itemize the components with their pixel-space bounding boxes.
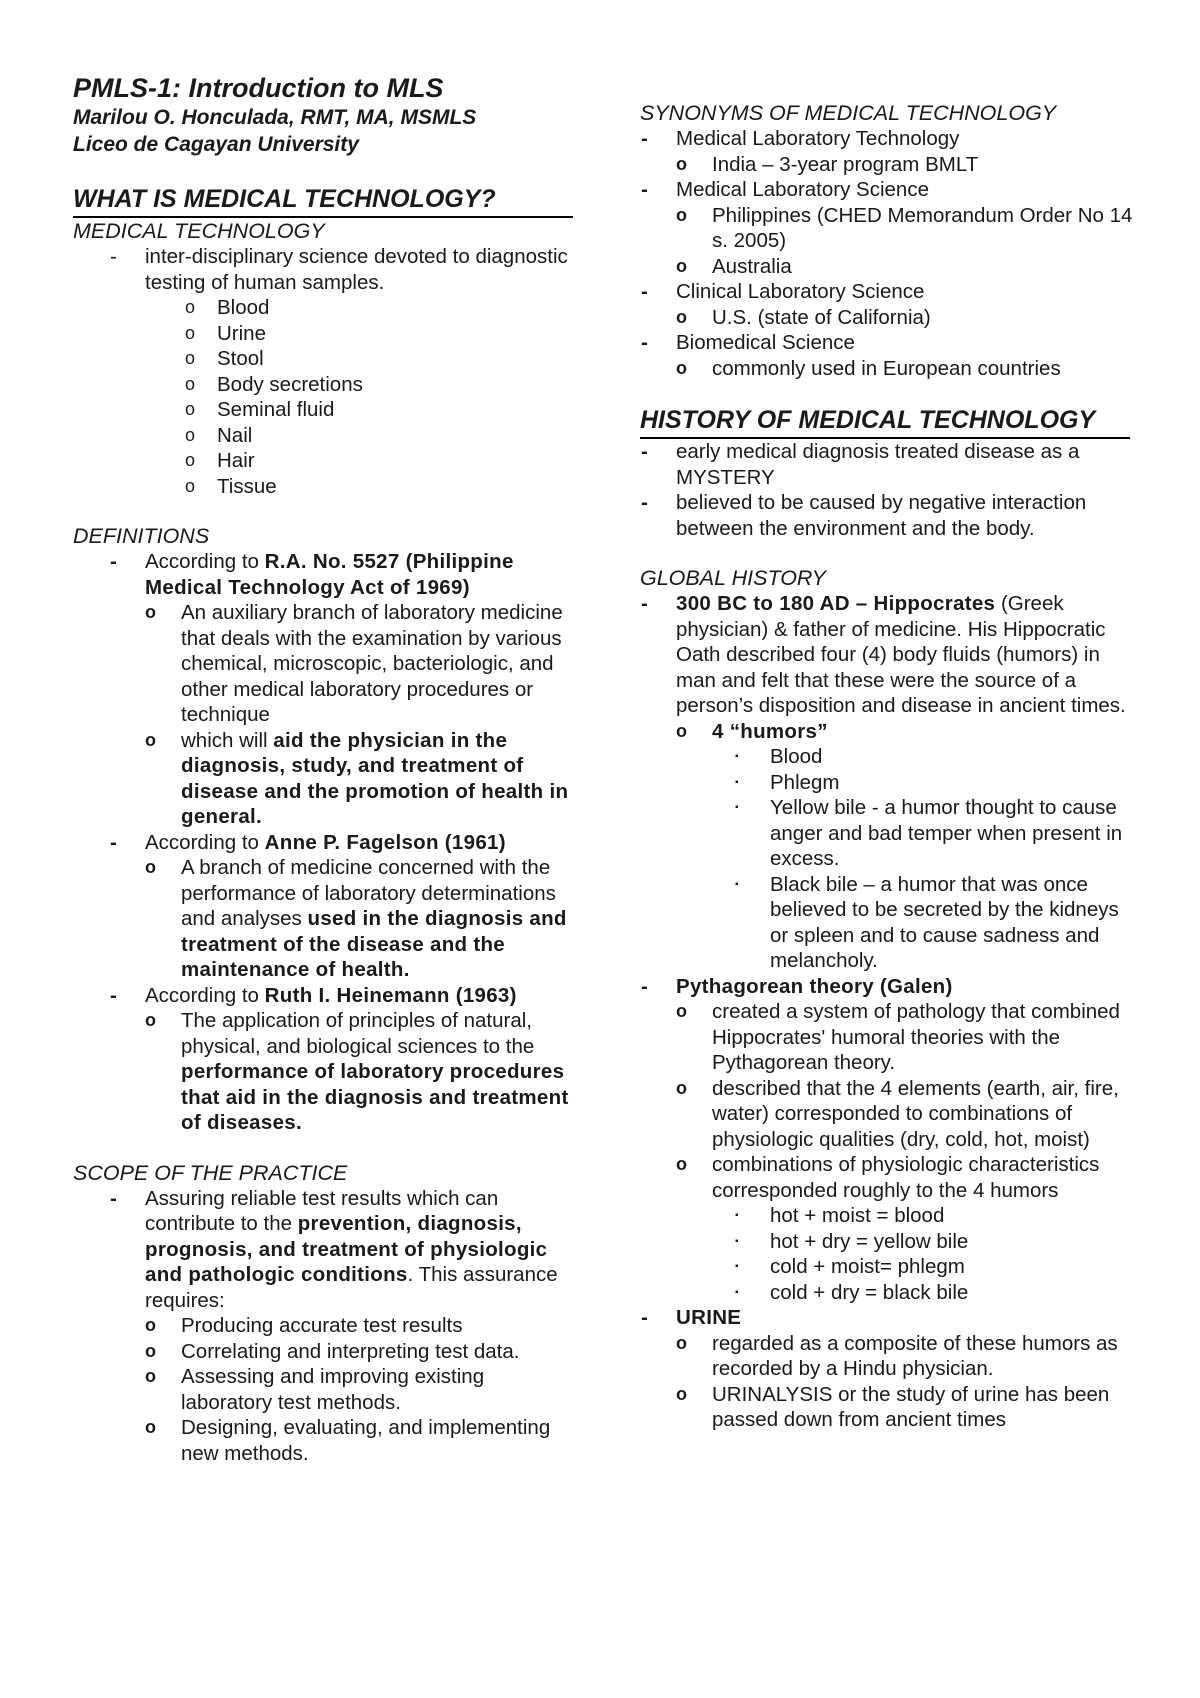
subheading-scope: SCOPE OF THE PRACTICE — [73, 1160, 348, 1185]
dash-marker: - — [110, 245, 117, 268]
author-name: Marilou O. Honculada, RMT, MA, MSMLS — [73, 106, 477, 129]
subheading-medical-technology: MEDICAL TECHNOLOGY — [73, 219, 325, 243]
scope-list — [73, 1186, 573, 1467]
scope-requirement: o Correlating and interpreting test data. — [145, 1339, 520, 1363]
scope-requirement: o Designing, evaluating, and implementing new methods. — [145, 1416, 551, 1465]
synonyms-list — [604, 126, 1140, 381]
combination-item: ▪ cold + dry = black bile — [735, 1280, 969, 1304]
synonym-item: - Clinical Laboratory Science o U.S. (state of California) — [604, 279, 1140, 330]
scope-requirement: o Producing accurate test results — [145, 1314, 463, 1337]
list-item — [73, 244, 573, 499]
history-item: - believed to be caused by negative interaction between the environment and the body. — [641, 491, 1087, 540]
synonym-detail: o Australia — [676, 254, 792, 278]
sample-item: o Seminal fluid — [185, 398, 335, 421]
synonym-item: - Medical Laboratory Technology o India – 3-year program BMLT — [604, 126, 1140, 177]
sample-item: o Tissue — [185, 474, 277, 498]
definition-detail: o The application of principles of natural, physical, and biological sciences to the performance of laboratory procedures that aid in the diagnosis and treatment of diseases. — [145, 1009, 569, 1134]
definition-detail: o which will aid the physician in the diagnosis, study, and treatment of disease and the promotion of health in general. — [145, 728, 569, 828]
document-title: PMLS-1: Introduction to MLS — [73, 73, 444, 103]
synonym-detail: o U.S. (state of California) — [676, 305, 931, 329]
history-item: - early medical diagnosis treated disease as a MYSTERY — [641, 440, 1080, 489]
definition-source: R.A. No. 5527 (Philippine Medical Technology Act of 1969) — [145, 550, 514, 599]
sample-item: o Nail — [185, 423, 253, 447]
section-heading-history: HISTORY OF MEDICAL TECHNOLOGY — [640, 405, 1130, 439]
definition-item: - According to Anne P. Fagelson (1961) o A branch of medicine concerned with the performance of laboratory determinations and analyses used in the diagnosis and treatment of the disease and the maintenance of health. — [73, 830, 573, 983]
history-entry: - URINE o regarded as a composite of these humors as recorded by a Hindu physician. o URINALYSIS or the study of urine has been passed down from ancient times — [604, 1305, 1140, 1433]
humor-item: ▪ Black bile – a humor that was once believed to be secreted by the kidneys or spleen and to cause sadness and melancholy. — [735, 872, 1119, 972]
medtech-definition: inter-disciplinary science devoted to diagnostic testing of human samples. — [145, 245, 568, 294]
synonym-detail: o India – 3-year program BMLT — [676, 152, 979, 176]
subheading-global-history: GLOBAL HISTORY — [640, 566, 827, 590]
humor-item: ▪ Yellow bile - a humor thought to cause anger and bad temper when present in excess. — [735, 796, 1123, 870]
history-entry: - Pythagorean theory (Galen) o created a system of pathology that combined Hippocrates' humoral theories with the Pythagorean theory. o described that the 4 elements (earth, air, fire, water) corresponded to combinations of physiologic qualities (dry, cold, hot, moist) o combinations of physiologic characteristics corresponded roughly to the 4 humors ▪ hot + moist = blood ▪ hot + dry = yellow bile ▪ cold + moist= phlegm ▪ cold + dry = black bile — [604, 974, 1140, 1306]
history-list — [604, 439, 1140, 541]
synonym-detail: o Philippines (CHED Memorandum Order No 14 s. 2005) — [676, 203, 1133, 252]
combination-item: ▪ cold + moist= phlegm — [735, 1255, 965, 1278]
sample-item: o Blood — [185, 296, 270, 319]
sample-item: o Stool — [185, 347, 264, 370]
combination-item: ▪ hot + dry = yellow bile — [735, 1229, 969, 1253]
theory-detail: o combinations of physiologic characteristics corresponded roughly to the 4 humors ▪ hot + moist = blood ▪ hot + dry = yellow bile ▪ cold + moist= phlegm ▪ cold + dry = black bile — [676, 1152, 1140, 1305]
synonym-item: - Medical Laboratory Science o Philippines (CHED Memorandum Order No 14 s. 2005) o Australia — [604, 177, 1140, 279]
theory-detail: o described that the 4 elements (earth, air, fire, water) corresponded to combinations of physiologic qualities (dry, cold, hot, moist) — [676, 1076, 1119, 1151]
subheading-synonyms: SYNONYMS OF MEDICAL TECHNOLOGY — [640, 101, 1057, 125]
urine-detail: o URINALYSIS or the study of urine has been passed down from ancient times — [676, 1382, 1110, 1431]
humors-item: o 4 “humors” ▪ Blood ▪ Phlegm ▪ Yellow bile - a humor thought to cause anger and bad temper when present in excess. ▪ Black bile – a humor that was once believed to be secreted by the kidneys or spleen and to cause sadness and melancholy. — [676, 719, 1140, 974]
history-entry: - 300 BC to 180 AD – Hippocrates (Greek physician) & father of medicine. His Hippocratic Oath described four (4) body fluids (humors) in man and felt that these were the source of a person’s disposition and disease in ancient times. o 4 “humors” ▪ Blood ▪ Phlegm ▪ Yellow bile - a humor thought to cause anger and bad temper when present in excess. ▪ Black bile – a humor that was once believed to be secreted by the kidneys or spleen and to cause sadness and melancholy. — [604, 591, 1140, 974]
combination-item: ▪ hot + moist = blood — [735, 1204, 945, 1227]
definition-item: - According to Ruth I. Heinemann (1963) o The application of principles of natural, physical, and biological sciences to the performance of laboratory procedures that aid in the diagnosis and treatment of diseases. — [73, 983, 573, 1136]
sample-item: o Body secretions — [185, 372, 363, 396]
theory-detail: o created a system of pathology that combined Hippocrates' humoral theories with the Pythagorean theory. — [676, 1000, 1120, 1074]
urine-detail: o regarded as a composite of these humors as recorded by a Hindu physician. — [676, 1331, 1118, 1380]
humor-item: ▪ Blood — [735, 745, 823, 768]
right-column — [640, 100, 1140, 1433]
medtech-list — [73, 244, 573, 499]
definition-source: Ruth I. Heinemann (1963) — [264, 983, 517, 1007]
definition-item: - According to R.A. No. 5527 (Philippine Medical Technology Act of 1969) o An auxiliary branch of laboratory medicine that deals with the examination by various chemical, microscopic, bacteriologic, and other medical laboratory procedures or technique o which will aid the physician in the diagnosis, study, and treatment of disease and the promotion of health in general. — [73, 549, 573, 830]
scope-requirement: o Assessing and improving existing laboratory test methods. — [145, 1365, 485, 1414]
synonym-detail: o commonly used in European countries — [676, 356, 1061, 380]
synonym-item: - Biomedical Science o commonly used in European countries — [604, 330, 1140, 381]
section-heading-what-is: WHAT IS MEDICAL TECHNOLOGY? — [73, 184, 573, 218]
definitions-list — [73, 549, 573, 1136]
sample-item: o Urine — [185, 321, 266, 345]
humor-item: ▪ Phlegm — [735, 770, 840, 794]
definition-detail: o A branch of medicine concerned with the performance of laboratory determinations and analyses used in the diagnosis and treatment of the disease and the maintenance of health. — [145, 856, 567, 981]
definition-detail: o An auxiliary branch of laboratory medicine that deals with the examination by various chemical, microscopic, bacteriologic, and other medical laboratory procedures or technique — [145, 601, 563, 726]
global-history-list — [604, 591, 1140, 1433]
sample-list — [145, 295, 573, 499]
subheading-definitions: DEFINITIONS — [73, 524, 210, 548]
left-column — [73, 72, 573, 1466]
sample-item: o Hair — [185, 449, 255, 472]
definition-source: Anne P. Fagelson (1961) — [264, 830, 506, 854]
scope-item: - Assuring reliable test results which can contribute to the prevention, diagnosis, prognosis, and treatment of physiologic and pathologic conditions. This assurance requires: o Producing accurate test results o Correlating and interpreting test data. o Assessing and improving existing laboratory test methods. o Designing, evaluating, and implementing new methods. — [73, 1186, 573, 1467]
institution-name: Liceo de Cagayan University — [73, 133, 359, 156]
